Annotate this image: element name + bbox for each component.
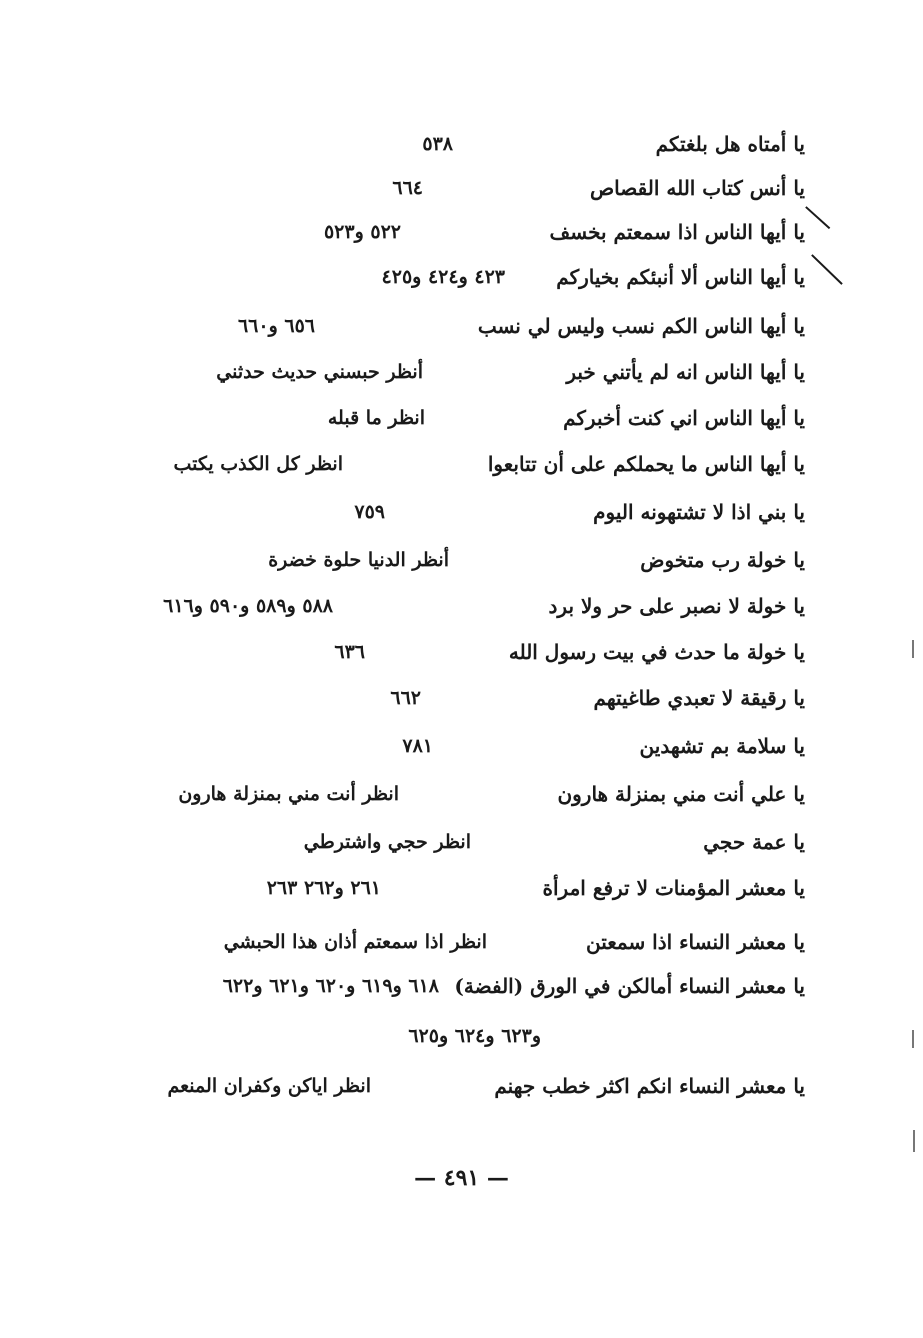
index-entry	[0, 824, 923, 860]
entry-reference: ٢٦١ و٢٦٢ ٢٦٣	[266, 877, 381, 899]
entry-reference: ٦١٨ و٦١٩ و٦٢٠ و٦٢١ و٦٢٢	[222, 975, 439, 997]
entry-reference: ٥٣٨	[422, 133, 453, 155]
entry-reference: أنظر الدنيا حلوة خضرة	[268, 549, 449, 571]
index-entry	[0, 588, 923, 624]
entry-reference: ٧٥٩	[354, 501, 385, 523]
entry-reference: انظر اياكن وكفران المنعم	[167, 1075, 371, 1097]
entry-reference: ٦٦٢	[390, 687, 421, 709]
entry-phrase: يا أيها الناس انه لم يأتني خبر	[566, 360, 805, 384]
scan-speck	[912, 1030, 914, 1048]
entry-reference: أنظر حبسني حديث حدثني	[216, 361, 423, 383]
entry-phrase: يا خولة ما حدث في بيت رسول الله	[508, 640, 805, 664]
entry-reference: ٦٣٦	[334, 641, 365, 663]
entry-reference: انظر اذا سمعتم أذان هذا الحبشي	[223, 931, 487, 953]
entry-phrase: يا أيها الناس الكم نسب وليس لي نسب	[477, 314, 805, 338]
index-entry	[0, 308, 923, 344]
entry-phrase: يا معشر النساء اذا سمعتن	[585, 930, 805, 954]
entry-reference: انظر أنت مني بمنزلة هارون	[178, 783, 399, 805]
entry-reference: انظر حجي واشترطي	[303, 831, 471, 853]
entry-reference: ٤٢٣ و٤٢٤ و٤٢٥	[381, 266, 505, 288]
scan-speck	[912, 640, 914, 658]
index-entry	[0, 214, 923, 250]
index-entry	[0, 968, 923, 1004]
entry-reference: انظر ما قبله	[327, 407, 425, 429]
index-entry	[0, 924, 923, 960]
index-entry	[0, 126, 923, 162]
entry-reference: ٧٨١	[402, 735, 433, 757]
entry-phrase: يا معشر النساء انكم اكثر خطب جهنم	[494, 1074, 805, 1098]
entry-phrase: يا أنس كتاب الله القصاص	[590, 176, 805, 200]
entry-reference: ٥٨٨ و٥٨٩ و٥٩٠ و٦١٦	[163, 595, 333, 617]
index-entry	[0, 354, 923, 390]
entry-phrase: يا معشر النساء أمالكن في الورق (الفضة)	[454, 974, 805, 998]
entry-phrase: يا رقيقة لا تعبدي طاغيتهم	[593, 686, 805, 710]
index-entry	[0, 446, 923, 482]
entry-phrase: يا أيها الناس ألا أنبئكم بخياركم	[556, 265, 805, 289]
index-entry	[0, 870, 923, 906]
entry-phrase: يا أيها الناس اذا سمعتم بخسف	[549, 220, 805, 244]
entry-reference: انظر كل الكذب يكتب	[173, 453, 343, 475]
entry-phrase: يا سلامة بم تشهدين	[639, 734, 805, 758]
index-entry	[0, 259, 923, 295]
entry-reference: ٥٢٢ و٥٢٣	[323, 221, 401, 243]
entry-phrase: يا خولة رب متخوض	[640, 548, 805, 572]
entry-phrase: يا بني اذا لا تشتهونه اليوم	[593, 500, 805, 524]
entry-phrase: يا أيها الناس ما يحملكم على أن تتابعوا	[487, 452, 805, 476]
index-entry	[0, 728, 923, 764]
index-entry	[0, 494, 923, 530]
entry-reference: ٦٦٤	[392, 177, 423, 199]
index-entry	[0, 776, 923, 812]
entry-phrase: يا علي أنت مني بمنزلة هارون	[557, 782, 805, 806]
scan-speck	[913, 1130, 915, 1152]
index-entry	[0, 680, 923, 716]
reference-continuation: و٦٢٣ و٦٢٤ و٦٢٥	[408, 1025, 541, 1047]
entry-reference: ٦٥٦ و٦٦٠	[237, 315, 315, 337]
page-number: — ٤٩١ —	[414, 1165, 509, 1191]
index-entry	[0, 1068, 923, 1104]
index-entry	[0, 542, 923, 578]
index-entry	[0, 400, 923, 436]
entry-phrase: يا أيها الناس اني كنت أخبركم	[563, 406, 805, 430]
index-entry	[0, 634, 923, 670]
entry-phrase: يا خولة لا نصبر على حر ولا برد	[548, 594, 805, 618]
entry-phrase: يا عمة حجي	[703, 830, 805, 854]
entry-phrase: يا معشر المؤمنات لا ترفع امرأة	[542, 876, 805, 900]
entry-phrase: يا أمتاه هل بلغتكم	[655, 132, 805, 156]
index-entry	[0, 170, 923, 206]
